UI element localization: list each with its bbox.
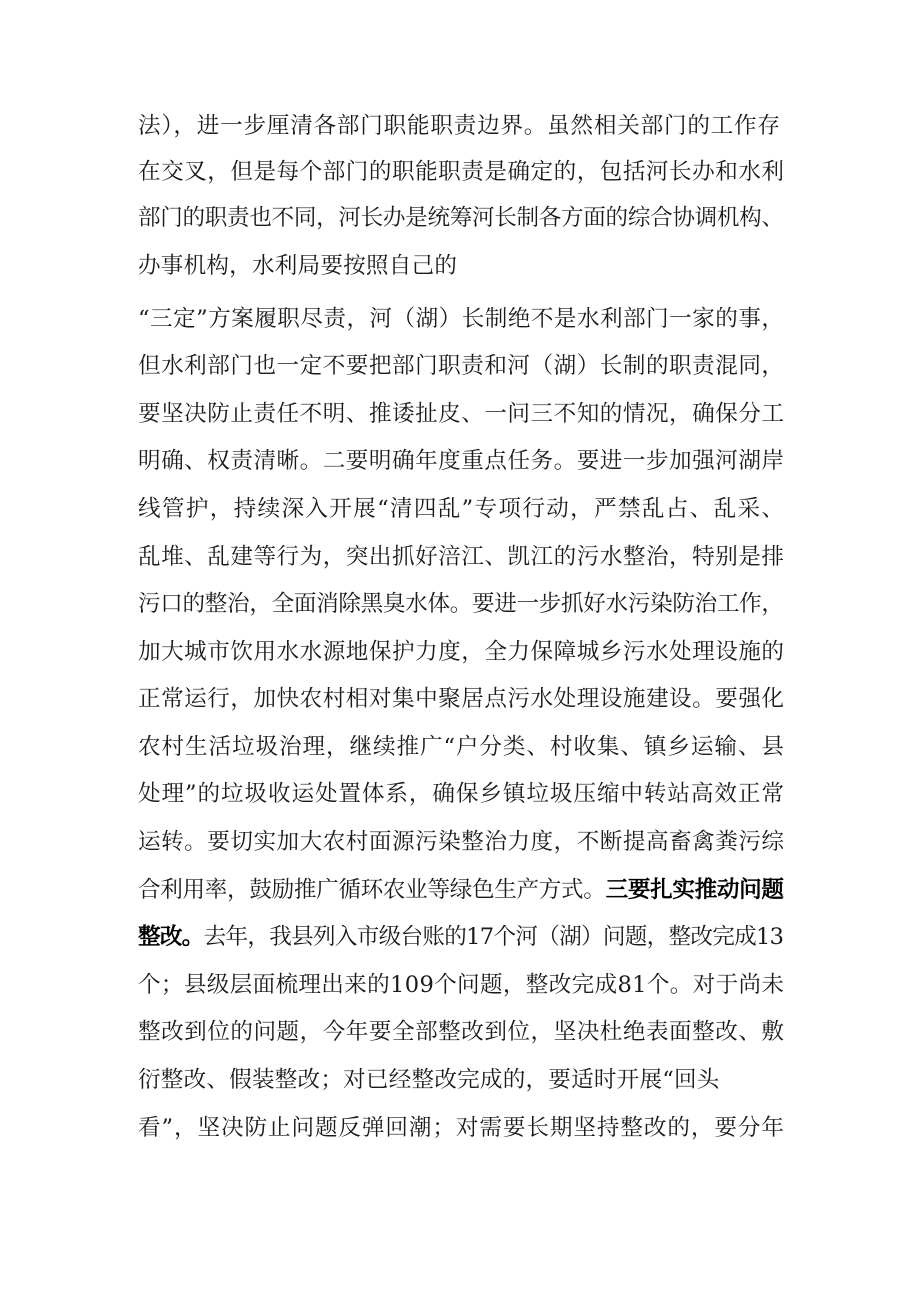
text-line <box>138 399 785 429</box>
text-line <box>138 111 781 141</box>
text-line <box>138 157 785 187</box>
text-segment: 部门的职责也不同，河长办是统筹河长制各方面的综合协调机构、 <box>138 205 784 231</box>
text-segment: 法），进一步厘清各部门职能职责边界。虽然相关部门的工作存 <box>138 113 781 139</box>
text-segment: 个；县级层面梳理出来的109个问题，整改完成81个。对于尚未 <box>138 972 785 998</box>
text-segment: 处理”的垃圾收运处置体系，确保乡镇垃圾压缩中转站高效正常 <box>138 781 785 807</box>
text-segment: 整改到位的问题，今年要全部整改到位，坚决杜绝表面整改、敷 <box>138 1019 785 1045</box>
text-segment: 看”，坚决防止问题反弹回潮；对需要长期坚持整改的，要分年 <box>138 1115 785 1141</box>
text-segment: 运转。要切实加大农村面源污染整治力度，不断提高畜禽粪污综 <box>138 829 785 855</box>
text-line <box>138 970 784 1000</box>
text-segment: 要坚决防止责任不明、推诿扯皮、一问三不知的情况，确保分工 <box>138 401 785 427</box>
text-segment: 去年，我县列入市级台账的17个河（湖）问题，整改完成13 <box>203 924 784 950</box>
text-line <box>138 875 784 905</box>
text-line <box>138 1017 785 1047</box>
text-segment: 在交叉，但是每个部门的职能职责是确定的，包括河长办和水利 <box>138 159 785 185</box>
text-line <box>138 732 785 762</box>
text-line <box>138 1113 785 1143</box>
text-line <box>138 304 784 334</box>
text-segment: 农村生活垃圾治理，继续推广“户分类、村收集、镇乡运输、县 <box>138 734 785 760</box>
text-segment: 明确、权责清晰。二要明确年度重点任务。要进一步加强河湖岸 <box>138 448 785 474</box>
text-line <box>138 827 785 857</box>
text-segment: 加大城市饮用水水源地保护力度，全力保障城乡污水处理设施的 <box>138 639 785 665</box>
text-segment: “三定”方案履职尽责，河（湖）长制绝不是水利部门一家的事， <box>138 306 785 332</box>
text-line <box>138 542 785 572</box>
text-segment: 办事机构，水利局要按照自己的 <box>138 253 458 279</box>
text-line <box>138 446 785 476</box>
text-segment: 乱堆、乱建等行为，突出抓好涪江、凯江的污水整治，特别是排 <box>138 544 785 570</box>
text-segment: 但水利部门也一定不要把部门职责和河（湖）长制的职责混同， <box>138 353 785 379</box>
text-line <box>138 684 785 714</box>
text-line <box>138 203 784 233</box>
text-line <box>138 251 457 281</box>
text-line <box>138 494 785 524</box>
bold-text-segment: 三要扎实推动问题 <box>605 877 784 903</box>
text-segment: 正常运行，加快农村相对集中聚居点污水处理设施建设。要强化 <box>138 686 785 712</box>
text-line <box>138 922 783 952</box>
bold-text-segment: 整改。 <box>138 924 204 950</box>
text-segment: 衍整改、假装整改；对已经整改完成的，要适时开展“回头 <box>138 1067 720 1093</box>
text-line <box>138 589 784 619</box>
text-segment: 线管护，持续深入开展“清四乱”专项行动，严禁乱占、乱采、 <box>138 496 786 522</box>
text-segment: 污口的整治，全面消除黑臭水体。要进一步抓好水污染防治工作， <box>138 591 784 617</box>
text-line <box>138 351 785 381</box>
text-segment: 合利用率，鼓励推广循环农业等绿色生产方式。 <box>138 877 606 903</box>
text-line <box>138 779 785 809</box>
text-line <box>138 1065 720 1095</box>
text-line <box>138 637 785 667</box>
